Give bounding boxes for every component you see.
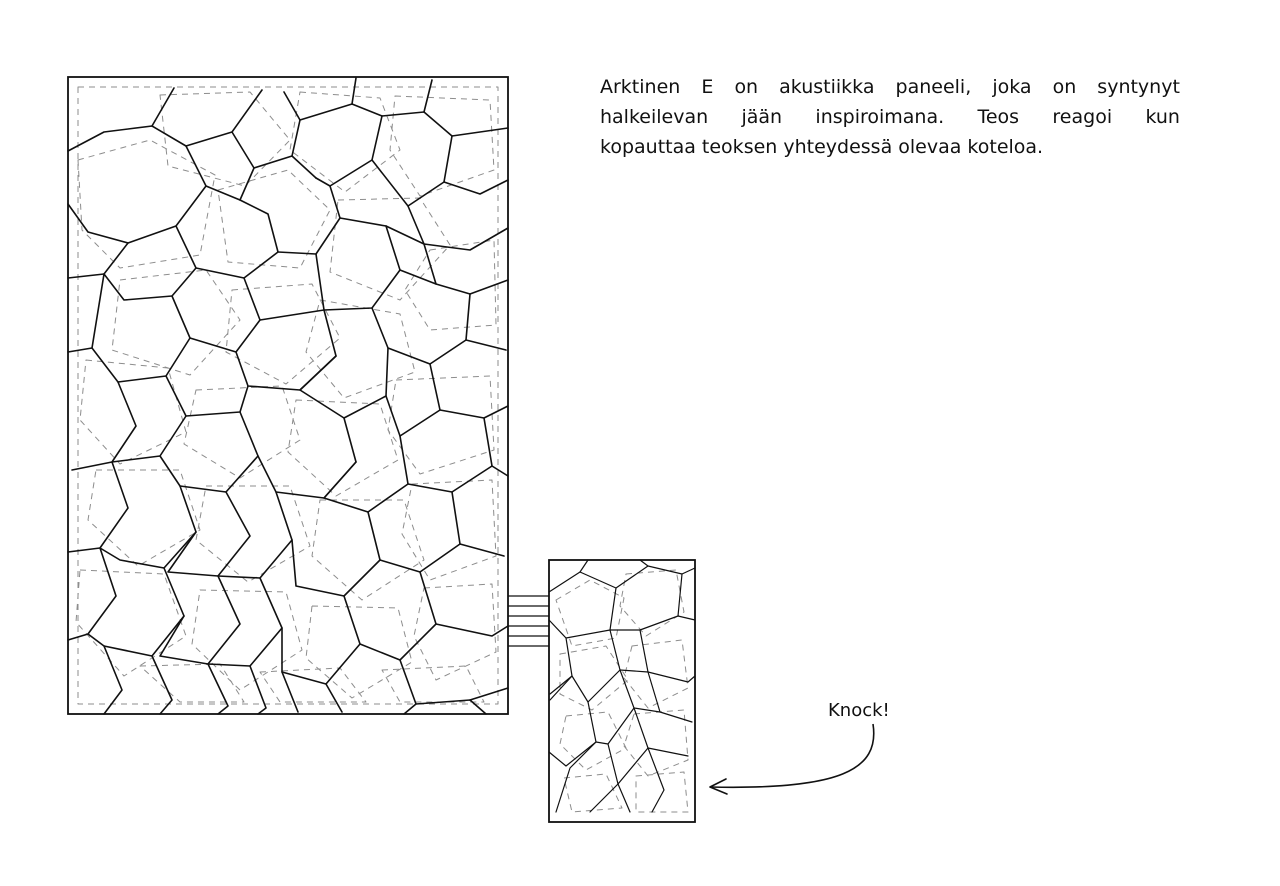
description-text bbox=[600, 72, 1180, 162]
knock-arrow bbox=[710, 724, 874, 794]
knock-label: Knock! bbox=[828, 700, 890, 721]
description-line-3: kopauttaa teoksen yhteydessä olevaa koteloa. bbox=[600, 136, 1044, 158]
acoustic-panel-frame bbox=[68, 77, 508, 714]
description-line-1: Arktinen E on akustiikka paneeli, joka on syntynyt bbox=[600, 76, 1180, 98]
description-line-2: halkeilevan jään inspiroimana. Teos reagoi kun bbox=[600, 106, 1180, 128]
knock-box-frame bbox=[549, 560, 695, 822]
cable-bundle bbox=[508, 596, 550, 646]
